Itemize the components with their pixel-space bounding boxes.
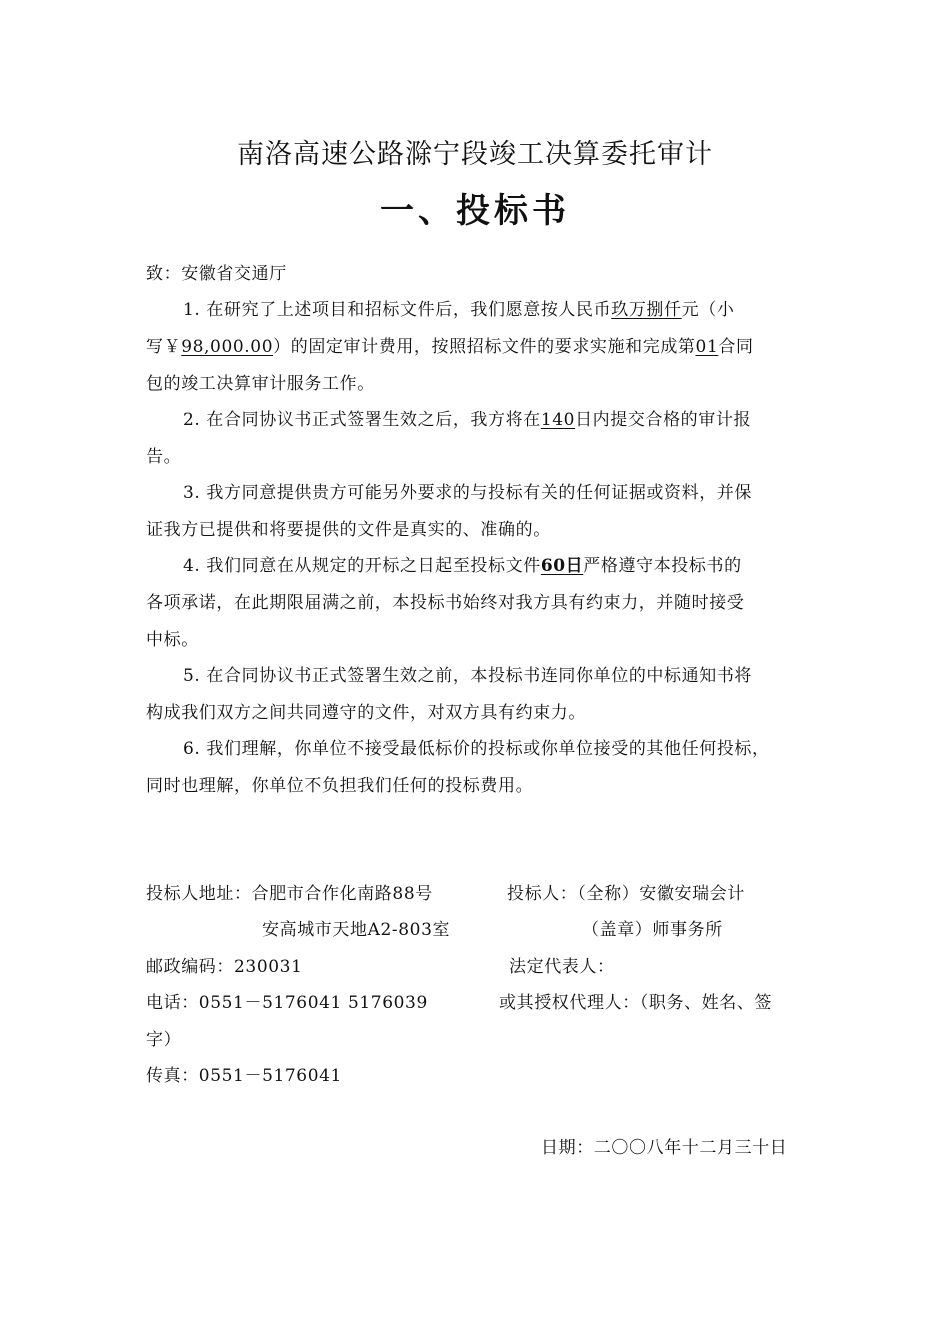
section-title: 一、投标书: [380, 191, 570, 231]
clause-4-text: 严格遵守本投标书的: [583, 556, 742, 576]
clause-4-line-3: 中标。: [146, 630, 199, 650]
clause-1-text: 1. 在研究了上述项目和招标文件后，我们愿意按人民币: [183, 300, 612, 320]
authorized-agent-continued: 字）: [146, 1030, 182, 1050]
fax-number: 传真：0551－5176041: [146, 1066, 342, 1086]
document-date: 日期：二〇〇八年十二月三十日: [541, 1138, 788, 1158]
clause-1-line-2: [146, 335, 754, 359]
clause-5-line-2: 构成我们双方之间共同遵守的文件，对双方具有约束力。: [146, 703, 586, 723]
clause-6-line-1: 6. 我们理解，你单位不接受最低标价的投标或你单位接受的其他任何投标，: [183, 739, 770, 759]
clause-2-text: 日内提交合格的审计报: [575, 410, 752, 430]
bidder-seal: （盖章）师事务所: [582, 920, 723, 940]
clause-3-line-2: 证我方已提供和将要提供的文件是真实的、准确的。: [146, 520, 551, 540]
recipient-line: 致：安徽省交通厅: [146, 264, 287, 284]
clause-2-line-1: [183, 408, 751, 432]
clause-1-text: 写￥: [146, 337, 182, 357]
clause-2-line-2: 告。: [146, 447, 182, 467]
clause-1-line-1: [183, 298, 734, 322]
submission-days: 140: [540, 410, 576, 430]
clause-2-text: 2. 在合同协议书正式签署生效之后，我方将在: [183, 410, 541, 430]
validity-period: 60日: [540, 556, 584, 576]
bidder-address: 投标人地址：合肥市合作化南路88号: [146, 884, 433, 904]
legal-representative: 法定代表人：: [509, 957, 615, 977]
clause-5-line-1: 5. 在合同协议书正式签署生效之前，本投标书连同你单位的中标通知书将: [183, 666, 753, 686]
clause-4-line-2: 各项承诺，在此期限届满之前，本投标书始终对我方具有约束力，并随时接受: [146, 593, 745, 613]
clause-1-line-3: 包的竣工决算审计服务工作。: [146, 374, 375, 394]
phone-number: 电话：0551－5176041 5176039: [146, 993, 428, 1013]
amount-in-figures: 98,000.00: [181, 337, 274, 357]
clause-1-text: 元（小: [681, 300, 735, 320]
clause-4-line-1: [183, 554, 742, 578]
bidder-address-continued: 安高城市天地A2-803室: [262, 920, 451, 940]
document-title: 南洛高速公路滁宁段竣工决算委托审计: [237, 139, 713, 170]
authorized-agent: 或其授权代理人：（职务、姓名、签: [499, 993, 773, 1013]
amount-in-words: 玖万捌仟: [611, 300, 682, 320]
clause-1-text: 合同: [718, 337, 754, 357]
clause-4-text: 4. 我们同意在从规定的开标之日起至投标文件: [183, 556, 541, 576]
clause-1-text: ）的固定审计费用，按照招标文件的要求实施和完成第: [273, 337, 696, 357]
postal-code: 邮政编码：230031: [146, 957, 303, 977]
clause-6-line-2: 同时也理解，你单位不负担我们任何的投标费用。: [146, 776, 534, 796]
clause-3-line-1: 3. 我方同意提供贵方可能另外要求的与投标有关的任何证据或资料，并保: [183, 483, 753, 503]
bidder-name: 投标人：（全称）安徽安瑞会计: [507, 884, 745, 904]
contract-number: 01: [695, 337, 719, 357]
